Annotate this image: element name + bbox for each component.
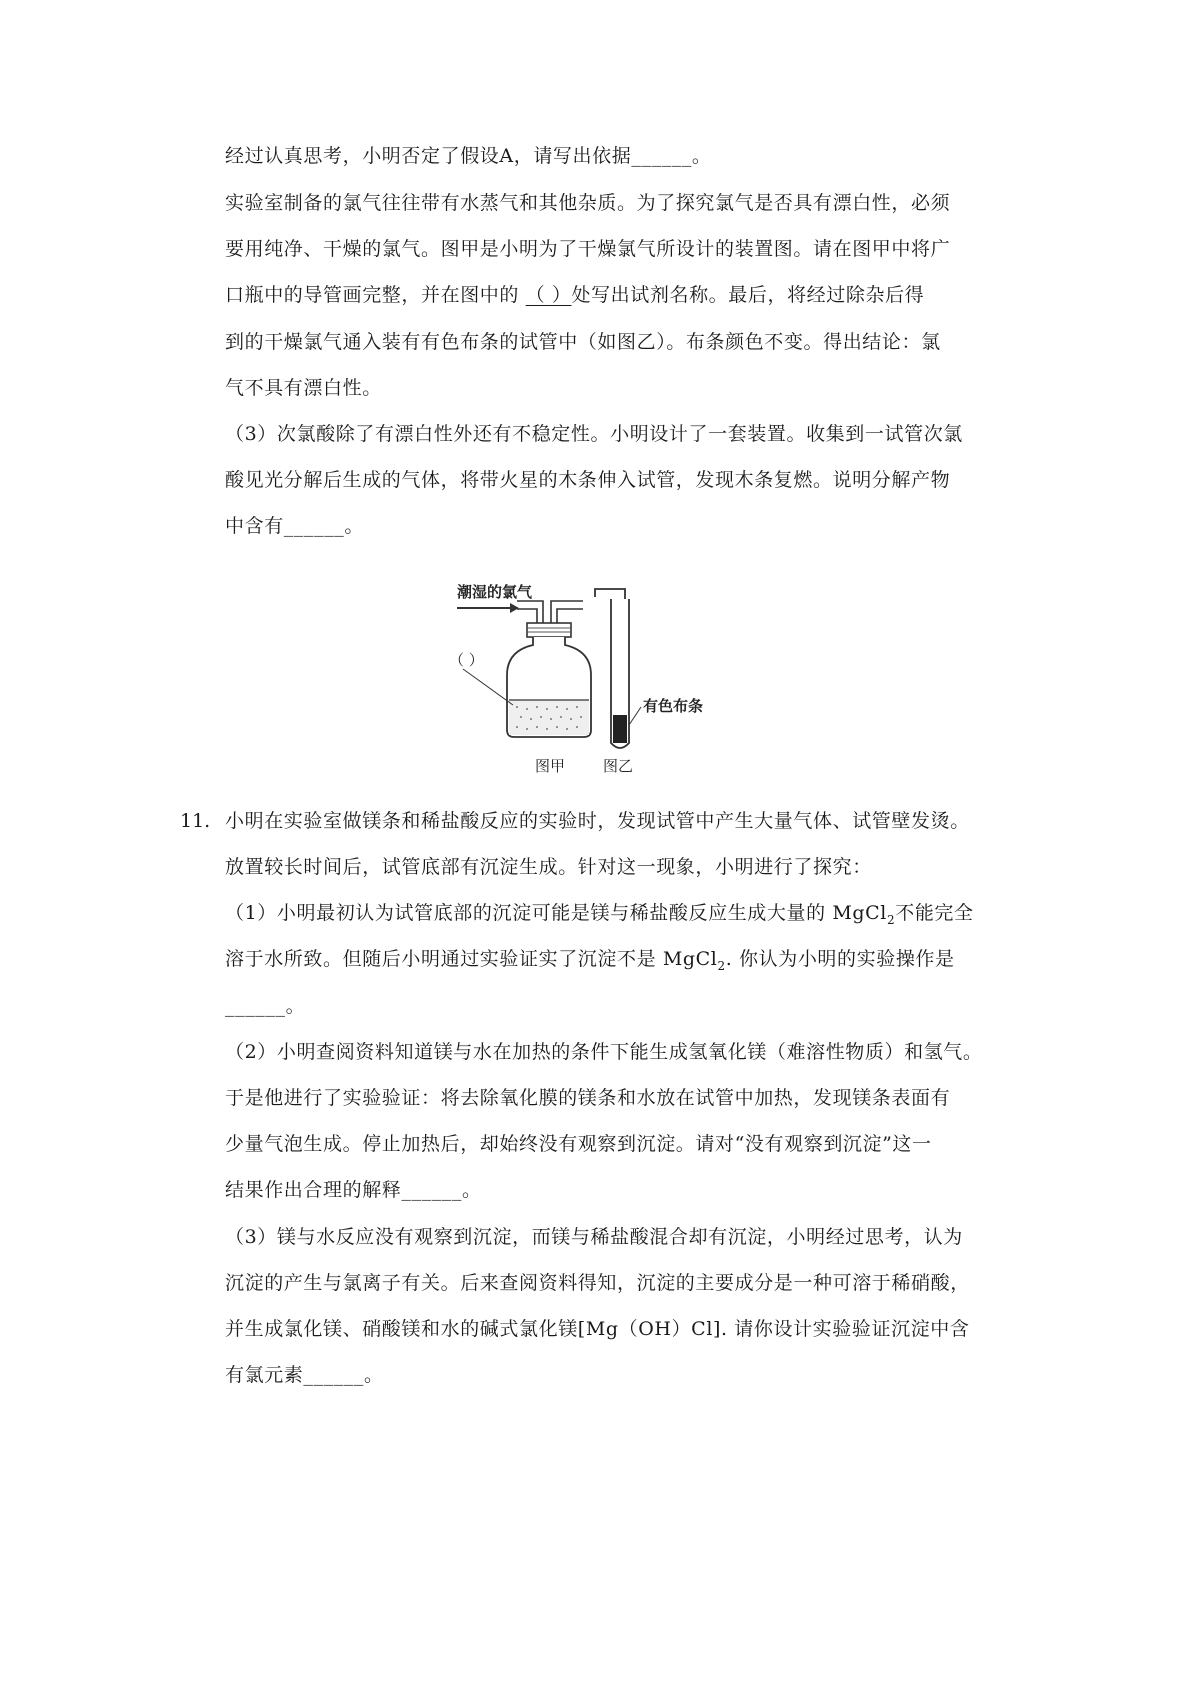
- text-line: 并生成氯化镁、硝酸镁和水的碱式氯化镁[Mg（OH）Cl]. 请你设计实验验证沉淀中含: [225, 1318, 970, 1340]
- text-line: 有氯元素______。: [225, 1364, 384, 1386]
- arrow-right-icon: [457, 603, 519, 613]
- text-line: 结果作出合理的解释______。: [225, 1179, 482, 1201]
- text-line: 气不具有漂白性。: [225, 377, 382, 399]
- figure-caption-b: 图乙: [603, 757, 634, 775]
- subscript: 2: [717, 958, 726, 973]
- text-line: [225, 900, 974, 933]
- apparatus-figure: [449, 575, 795, 775]
- text-line: 放置较长时间后，试管底部有沉淀生成。针对这一现象，小明进行了探究：: [225, 856, 872, 878]
- subscript: 2: [886, 912, 896, 927]
- bottle-stopper: [527, 623, 571, 637]
- answer-parenthesis: （ ）: [525, 284, 572, 306]
- text-fragment: （1）小明最初认为试管底部的沉淀可能是镁与稀盐酸反应生成大量的 MgCl: [225, 902, 887, 924]
- text-line: 少量气泡生成。停止加热后，却始终没有观察到沉淀。请对“没有观察到沉淀”这一: [225, 1133, 932, 1155]
- text-line: 实验室制备的氯气往往带有水蒸气和其他杂质。为了探究氯气是否具有漂白性，必须: [225, 192, 951, 214]
- reagent-parenthesis: （ ）: [449, 651, 484, 669]
- text-line: 沉淀的产生与氯离子有关。后来查阅资料得知，沉淀的主要成分是一种可溶于稀硝酸，: [225, 1272, 970, 1294]
- text-line: 小明在实验室做镁条和稀盐酸反应的实验时，发现试管中产生大量气体、试管壁发烫。: [225, 810, 970, 832]
- text-fragment: . 你认为小明的实验操作是: [725, 948, 955, 970]
- text-line: [225, 282, 924, 308]
- question-number: 11.: [180, 810, 211, 832]
- text-line: 经过认真思考，小明否定了假设A，请写出依据______。: [225, 145, 712, 167]
- text-fragment: 处写出试剂名称。最后，将经过除杂后得: [571, 284, 925, 306]
- text-line: （2）小明查阅资料知道镁与水在加热的条件下能生成氢氧化镁（难溶性物质）和氢气。: [225, 1041, 983, 1063]
- text-line: ______。: [225, 995, 306, 1017]
- text-fragment: 口瓶中的导管画完整，并在图中的: [225, 284, 526, 306]
- text-line: 于是他进行了实验验证：将去除氧化膜的镁条和水放在试管中加热，发现镁条表面有: [225, 1087, 951, 1109]
- strip-label: 有色布条: [643, 697, 704, 715]
- inlet-tubes: [517, 601, 583, 623]
- text-line: （3）镁与水反应没有观察到沉淀，而镁与稀盐酸混合却有沉淀，小明经过思考，认为: [225, 1226, 963, 1248]
- colored-strip: [613, 715, 627, 743]
- text-fragment: 溶于水所致。但随后小明通过实验证实了沉淀不是 MgCl: [225, 948, 718, 970]
- text-line: 酸见光分解后生成的气体，将带火星的木条伸入试管，发现木条复燃。说明分解产物: [225, 469, 951, 491]
- gas-label: 潮湿的氯气: [457, 583, 533, 601]
- text-line: 要用纯净、干燥的氯气。图甲是小明为了干燥氯气所设计的装置图。请在图甲中将广: [225, 238, 951, 260]
- text-line: 到的干燥氯气通入装有有色布条的试管中（如图乙）。布条颜色不变。得出结论：氯: [225, 331, 941, 353]
- text-line: 中含有______。: [225, 515, 365, 537]
- text-line: （3）次氯酸除了有漂白性外还有不稳定性。小明设计了一套装置。收集到一试管次氯: [225, 423, 963, 445]
- text-line: [225, 946, 955, 979]
- text-fragment: 不能完全: [895, 902, 974, 924]
- figure-caption-a: 图甲: [535, 757, 566, 775]
